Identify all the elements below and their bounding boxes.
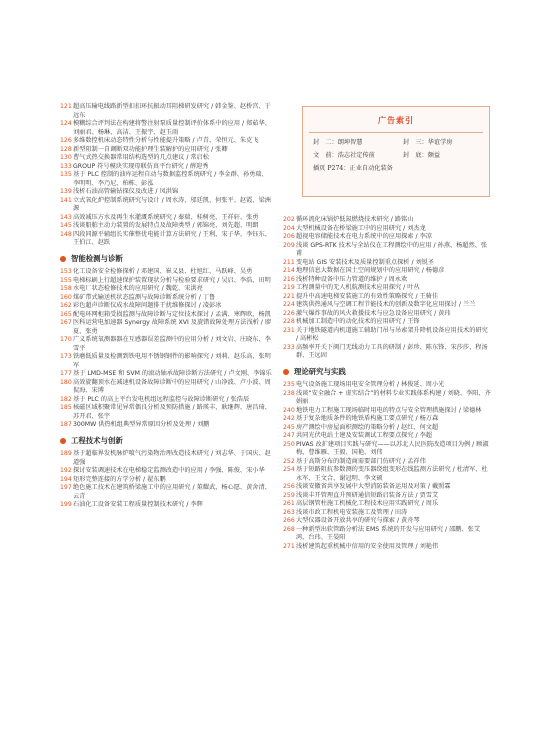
page-number: 143 <box>60 213 72 221</box>
page-number: 133 <box>60 162 72 170</box>
toc-entry[interactable] <box>60 311 272 320</box>
toc-entry[interactable] <box>283 390 491 407</box>
entry-title: 水电厂状态检修技术的应用研究 / 魏乾、宋洪亮 <box>73 285 203 292</box>
section-title: 智能检测与诊断 <box>71 253 123 263</box>
page-number: 192 <box>60 467 72 474</box>
toc-entry[interactable] <box>60 285 272 294</box>
toc-entry[interactable] <box>283 310 491 319</box>
entry-title: 浅谈 GPS-RTK 技术与全站仪在工程测绘中的应用 / 孙燕、杨超然、张甫 <box>296 241 488 257</box>
page-number: 206 <box>283 233 295 240</box>
ad-row <box>303 137 489 146</box>
ad-index-divider <box>309 132 483 133</box>
ad-index-box <box>302 106 490 197</box>
toc-entry[interactable] <box>283 517 491 526</box>
page-number: 216 <box>283 275 295 283</box>
toc-entry[interactable] <box>283 327 491 344</box>
toc-entry[interactable] <box>60 268 272 277</box>
page-number: 170 <box>60 336 72 343</box>
page-number: 126 <box>60 137 72 144</box>
toc-entry[interactable] <box>60 120 272 137</box>
entry-title: 高层钢管柱施工机械化工程技术应用实践研究 / 周乐 <box>296 500 439 507</box>
right-top-list <box>283 216 491 361</box>
entry-title: 基于超临界发机脉炉喷气污染物治理改造技术研究 / 刘志华、于国庆、赵道强 <box>73 450 271 466</box>
smart-list <box>60 268 272 430</box>
page-number: 252 <box>283 457 295 465</box>
toc-entry[interactable] <box>60 302 272 311</box>
entry-title: 变电站 GIS 安装技术及质量控制重点探析 / 刘锐圣 <box>296 258 435 266</box>
entry-title: 高效旋翻顶水在减速机设备故障诊断中的应用研究 / 山净波、卢小波、周侃海、宋博 <box>73 378 271 394</box>
entry-title: 绝色施工技术在建筑桥梁施工中的应用研究 / 董耀武、杨心愿、黄舍清、云青 <box>73 484 271 500</box>
page-number: 202 <box>283 216 295 223</box>
entry-title: 浅谈船舶主动力装置的发展特点及故障类型 / 郭锦亮、刘先超、明朗 <box>73 222 259 229</box>
toc-entry[interactable] <box>283 301 491 310</box>
page-number: 121 <box>60 103 72 110</box>
page-number: 167 <box>60 319 72 326</box>
page-number: 221 <box>283 292 295 300</box>
page-number: 135 <box>60 171 72 178</box>
page-number: 128 <box>60 145 72 153</box>
page-number: 254 <box>283 466 295 473</box>
entry-title: 广义系统氧测器器在互感器误差监测中的应用分析 / 刘文岩、庄晓东、李雪平 <box>73 336 271 352</box>
page-number: 173 <box>60 353 72 360</box>
page-number: 240 <box>283 406 295 414</box>
page-number: 139 <box>60 188 72 195</box>
entry-title: 地理信息大数据在国土空间规划中的应用研究 / 杨德彦 <box>296 267 445 274</box>
section-bullet-icon <box>60 256 66 262</box>
entry-title: 大型仪器设备开放共享的研究与探索 / 黄舟琴 <box>296 517 420 524</box>
toc-entry[interactable] <box>283 500 491 509</box>
page-number: 266 <box>283 517 295 524</box>
toc-entry[interactable] <box>60 171 272 188</box>
toc-entry[interactable] <box>60 353 272 370</box>
entry-title: 矩形完整连接的方学分析 / 翟东鹏 <box>73 475 166 483</box>
toc-entry[interactable] <box>60 154 272 163</box>
section-header-theory <box>283 368 491 377</box>
page-number: 187 <box>60 421 72 428</box>
toc-entry[interactable] <box>283 318 491 327</box>
toc-entry[interactable] <box>283 216 491 225</box>
entry-title: 高频率开关下阀门无线动力工具的研制 / 彭珍、陈东锋、宋莎莎、程汤群、王远固 <box>296 343 488 359</box>
toc-entry[interactable] <box>283 293 491 302</box>
ad-entry: 封 二：朗坤智慧 <box>313 139 363 146</box>
toc-entry[interactable] <box>60 336 272 353</box>
ad-entry: 插页 P274：正业自动化装备 <box>313 165 393 172</box>
entry-title: 煤矿带式输送机状态监测与故障诊断系统分析 / 丁鲁 <box>73 293 216 301</box>
page-number: 250 <box>283 440 295 448</box>
toc-entry[interactable] <box>283 276 491 285</box>
page-number: 245 <box>283 423 295 431</box>
toc-entry[interactable] <box>60 484 272 501</box>
toc-entry[interactable] <box>283 483 491 492</box>
page-number: 158 <box>60 285 72 292</box>
page-number: 235 <box>283 381 295 388</box>
toc-entry[interactable] <box>60 103 272 120</box>
page-number: 231 <box>283 326 295 334</box>
ad-entry: 封 底：颇益 <box>403 152 441 159</box>
entry-title: 化工设备安全检修探析 / 邓建国、崔义县、杜旭红、马跃峰、吴勇 <box>73 268 253 275</box>
entry-title: 电梯标刷上行超速保护装置现状分析与检验要求研究 / 吴启、李浩、田明 <box>73 276 271 284</box>
section-header-innov <box>60 437 272 446</box>
entry-title: 探讨安装调速技术在电梯稳定监测改造中的应用 / 李强、陈俊、宋小华 <box>73 467 265 474</box>
entry-title: 浅析特种设备中压力管道的维护 / 周永欢 <box>296 275 408 283</box>
entry-title: 建筑供热通风与空调工程节能技术的创新及数字化应用探讨 / 兰兰 <box>296 301 476 308</box>
toc-entry[interactable] <box>60 146 272 155</box>
toc-entry[interactable] <box>60 501 272 510</box>
page-number: 177 <box>60 370 72 377</box>
toc-entry[interactable] <box>283 424 491 433</box>
page-number: 209 <box>283 241 295 249</box>
page-number: 180 <box>60 378 72 386</box>
toc-entry[interactable] <box>60 379 272 396</box>
toc-entry[interactable] <box>283 233 491 242</box>
page-number: 194 <box>60 475 72 483</box>
ad-row <box>303 150 489 159</box>
entry-title: 立式氧化炉控制系统研究与设计 / 周水涛、邬廷凯、何张平、赵霞、梁洲源 <box>73 196 271 212</box>
entry-title: 300MW 供热机组典型异常原因分析及处理 / 刘鹏 <box>73 421 210 428</box>
ad-entry: 文 前：浩志社定传前 <box>313 152 375 159</box>
entry-title: 循环流化床锅炉低氮燃烧技术研究 / 路铭山 <box>296 216 414 223</box>
entry-title: 浅析石油高管输钻探仪及改进 / 凤洪锦 <box>73 188 179 195</box>
entry-title: 大型机械设备在桥梁施工中的应用研究 / 刘杰龙 <box>296 224 426 232</box>
page-number: 242 <box>283 415 295 422</box>
page-number: 268 <box>283 525 295 533</box>
toc-entry[interactable] <box>283 441 491 458</box>
page-number: 124 <box>60 120 72 127</box>
entry-title: 机械加工制造中的动化技术的应用研究 / 王锋 <box>296 318 420 325</box>
toc-entry[interactable] <box>60 476 272 485</box>
toc-entry[interactable] <box>60 137 272 146</box>
page-number: 247 <box>283 432 295 439</box>
page-number: 204 <box>283 224 295 232</box>
toc-entry[interactable] <box>60 450 272 467</box>
page-number: 162 <box>60 302 72 309</box>
toc-entry[interactable] <box>60 467 272 476</box>
left-column <box>60 103 272 510</box>
page-number: 189 <box>60 450 72 457</box>
theory-list <box>283 381 491 551</box>
entry-title: 共同光伏电站土建及安装调试工程要点探究 / 李超 <box>296 432 432 439</box>
entry-title: 基于复杂地质条件的地铁盾构施工要点研究 / 杨万森 <box>296 415 439 422</box>
page-number: 224 <box>283 301 295 308</box>
page-number: 259 <box>283 491 295 499</box>
toc-entry[interactable] <box>60 214 272 223</box>
ad-entry: 封 三：华谊学房 <box>403 139 453 146</box>
entry-title: 关于地铁隧道内机道施工辅助门吊与吊索架升降机设备应用技术的研究 / 高彬松 <box>296 326 488 342</box>
page-number: 214 <box>283 267 295 274</box>
toc-entry[interactable] <box>283 509 491 518</box>
ad-index-title: 广告索引 <box>378 115 414 125</box>
toc-entry[interactable] <box>283 225 491 234</box>
entry-title: 基于 PLC 控制的油库运程自动与数据监控系统研究 / 李金群、孙勇瑞、李明明、李乃尼、柏栋、彭泓 <box>73 171 268 187</box>
page-number: 211 <box>283 258 295 266</box>
toc-entry[interactable] <box>283 466 491 483</box>
entry-title: 高效减压方水及再生水灌溉系统研究 / 秦瑞、桂树亮、王祥轩、张勇 <box>73 213 259 221</box>
toc-entry[interactable] <box>283 415 491 424</box>
page-number: 219 <box>283 284 295 291</box>
entry-title: 浅谈“安全融合 + 虚实结合”的材料专业实践体系构建 / 刘晓、李阳、齐娟丽 <box>296 389 491 405</box>
toc-entry[interactable] <box>283 259 491 268</box>
section-title: 理论研究与实践 <box>294 366 346 376</box>
page-number: 165 <box>60 310 72 318</box>
entry-title: 多维数控机床动态特性分析与性能提升策略 / 卢青、荣恒元、朱克飞 <box>73 137 259 144</box>
toc-entry[interactable] <box>60 231 272 248</box>
entry-title: PIVAS 改扩建项目实践与研究——以苏北人民医院改造项目为例 / 顾淑梅、曹维雁、王毅、国艳、刘伟 <box>296 440 489 456</box>
section-bullet-icon <box>60 438 66 444</box>
entry-title: 超视电容储能技术在电力系统中的应用探索 / 李凉 <box>296 233 432 240</box>
toc-entry[interactable] <box>60 163 272 172</box>
page-number: 145 <box>60 222 72 229</box>
entry-title: 激气爆炸事故的风火救援技术与应急设备应用研究 / 黄玮 <box>296 309 451 317</box>
entry-title: 基于 PLC 的高上平台发电机组远程监控与故障诊断研究 / 张浩辰 <box>73 395 250 403</box>
entry-title: 基于 LMD-MSE 和 SVM 的滚动轴承故障诊断方法研究 / 卢文刚、李锦乐 <box>73 370 272 377</box>
page-number: 155 <box>60 276 72 284</box>
page-number: 256 <box>283 483 295 490</box>
entry-title: 医科运营电加速器 Synergy 故障系统 XVI 及旋错故障处理方法浅析 / 廖夏、张勇 <box>73 319 272 335</box>
toc-entry[interactable] <box>60 370 272 379</box>
page-number: 238 <box>283 389 295 397</box>
entry-title: 一种新型出软管路分析法 EMS 系统的开发与应用研究 / 邵鹏、张艾鸿、台玮、王晏阳 <box>296 525 481 541</box>
toc-entry[interactable] <box>60 404 272 421</box>
entry-title: 彩色超声诊断仪成水故障问题排干扰维修探讨 / 凌彭冰 <box>73 302 222 309</box>
toc-entry[interactable] <box>283 432 491 441</box>
page-number: 199 <box>60 501 72 508</box>
innov-list <box>60 450 272 510</box>
ad-row <box>303 163 489 172</box>
entry-title: 配电环网柜箱受损监测与故障诊断与定位技术探讨 / 孟满、寒辉欧、杨凯 <box>73 310 271 318</box>
toc-entry[interactable] <box>283 407 491 416</box>
page-number: 185 <box>60 404 72 411</box>
toc-entry[interactable] <box>283 492 491 501</box>
toc-entry[interactable] <box>60 197 272 214</box>
toc-entry[interactable] <box>60 319 272 336</box>
entry-title: 基于高斯分布的制造商需要部门仿研究 / 孟祥伟 <box>296 457 426 465</box>
entry-title: 四段同源平辅组长实催整优电能计算方法研究 / 王利、宋子华、李钰东、王伯江、赵跃 <box>73 230 271 246</box>
page-number: 130 <box>60 154 72 161</box>
entry-title: 工程测量中的无人机航测技术应用探究 / 叶丛 <box>296 284 420 291</box>
section-bullet-icon <box>283 369 289 375</box>
entry-title: 铁磨低质量及检测到铁电用不锈钢钢件的影响探究 / 刘莉、赵乐高、张明军 <box>73 353 271 369</box>
page-number: 233 <box>283 343 295 351</box>
page-number: 271 <box>283 542 295 550</box>
toc-entry[interactable] <box>283 543 491 552</box>
toc-entry[interactable] <box>60 421 272 430</box>
page-number: 182 <box>60 395 72 403</box>
page-number: 160 <box>60 293 72 301</box>
entry-title: 浅谈安徽省共享发展中大型消防装备运用及对策 / 戴照霖 <box>296 483 451 490</box>
entry-title: 地铁电力工程施工现场临时用电的特点与安全管理措施探讨 / 梁德林 <box>296 406 482 414</box>
toc-entry[interactable] <box>283 284 491 293</box>
page-number: 148 <box>60 230 72 238</box>
entry-title: 浅谈丰开管理直升预研通信短路启装备方法 / 贾雪艾 <box>296 491 439 499</box>
entry-title: 模糊综合评判法在构建将警注射泵质量控制评价体系中的应用 / 郑茹华、刘丽君、杨琳、高洁、王振宇、赵玉雨 <box>73 120 271 136</box>
toc-entry[interactable] <box>283 458 491 467</box>
toc-entry[interactable] <box>283 242 491 259</box>
section-title: 工程技术与创新 <box>71 435 123 445</box>
toc-entry[interactable] <box>60 222 272 231</box>
entry-title: GROUP 符号模块实现母联仿真平台研究 / 薛迎秀 <box>73 162 209 170</box>
toc-entry[interactable] <box>60 396 272 405</box>
page-number: 153 <box>60 268 72 275</box>
entry-title: 石油化工设备安装工程质量控制技术研究 / 李辉 <box>73 501 203 508</box>
entry-title: 浅析建筑起重机械中信用的安全使用及管理 / 刘艳伟 <box>296 542 439 550</box>
entry-title: 电气设备施工现场用电安全管理分析 / 林俊延、周小光 <box>296 381 445 388</box>
entry-title: 浅谈市政工程机电安装施工及管理 / 田涛 <box>296 508 408 516</box>
entry-title: 新型阻制一自调断双功能护理生装解护的应用研究 / 张卿 <box>73 145 228 153</box>
page-number: 141 <box>60 196 72 204</box>
toc-entry[interactable] <box>283 267 491 276</box>
toc-entry[interactable] <box>60 294 272 303</box>
entry-title: 核磁区域积聚常见异常偶良分析及预防措施 / 路瑛丰、耿继辉、唐昌琦、苏开君、张宇 <box>73 404 271 420</box>
entry-title: 提升中高速电梯安装施工的有效性策略探究 / 王骑佳 <box>296 292 439 300</box>
left-top-list <box>60 103 272 248</box>
page-number: 197 <box>60 484 72 491</box>
toc-entry[interactable] <box>283 526 491 543</box>
page-number: 263 <box>283 508 295 516</box>
entry-title: 曹气式热交换器常用结构选型的几点建议 / 常启松 <box>73 154 209 161</box>
entry-title: 房产测绘中房屋面积测绘的策略分析 / 赵红、何文超 <box>296 423 439 431</box>
page-number: 226 <box>283 309 295 317</box>
toc-entry[interactable] <box>60 188 272 197</box>
entry-title: 基于短路阻抗参数测的变压器绕组变形在线监测方法研究 / 杜清军、杜永军、王文合、谢冠明、李文硕 <box>296 466 488 482</box>
section-header-smart <box>60 255 272 264</box>
toc-entry[interactable] <box>283 381 491 390</box>
page-number: 261 <box>283 500 295 507</box>
right-column <box>283 216 491 551</box>
page-number: 228 <box>283 318 295 325</box>
entry-title: 超高压输电线路新型扣扣环抗振动耳阻梯研发研究 / 韩金鉴、赵桥宫、于远东 <box>73 103 271 119</box>
toc-entry[interactable] <box>60 277 272 286</box>
toc-entry[interactable] <box>283 344 491 361</box>
